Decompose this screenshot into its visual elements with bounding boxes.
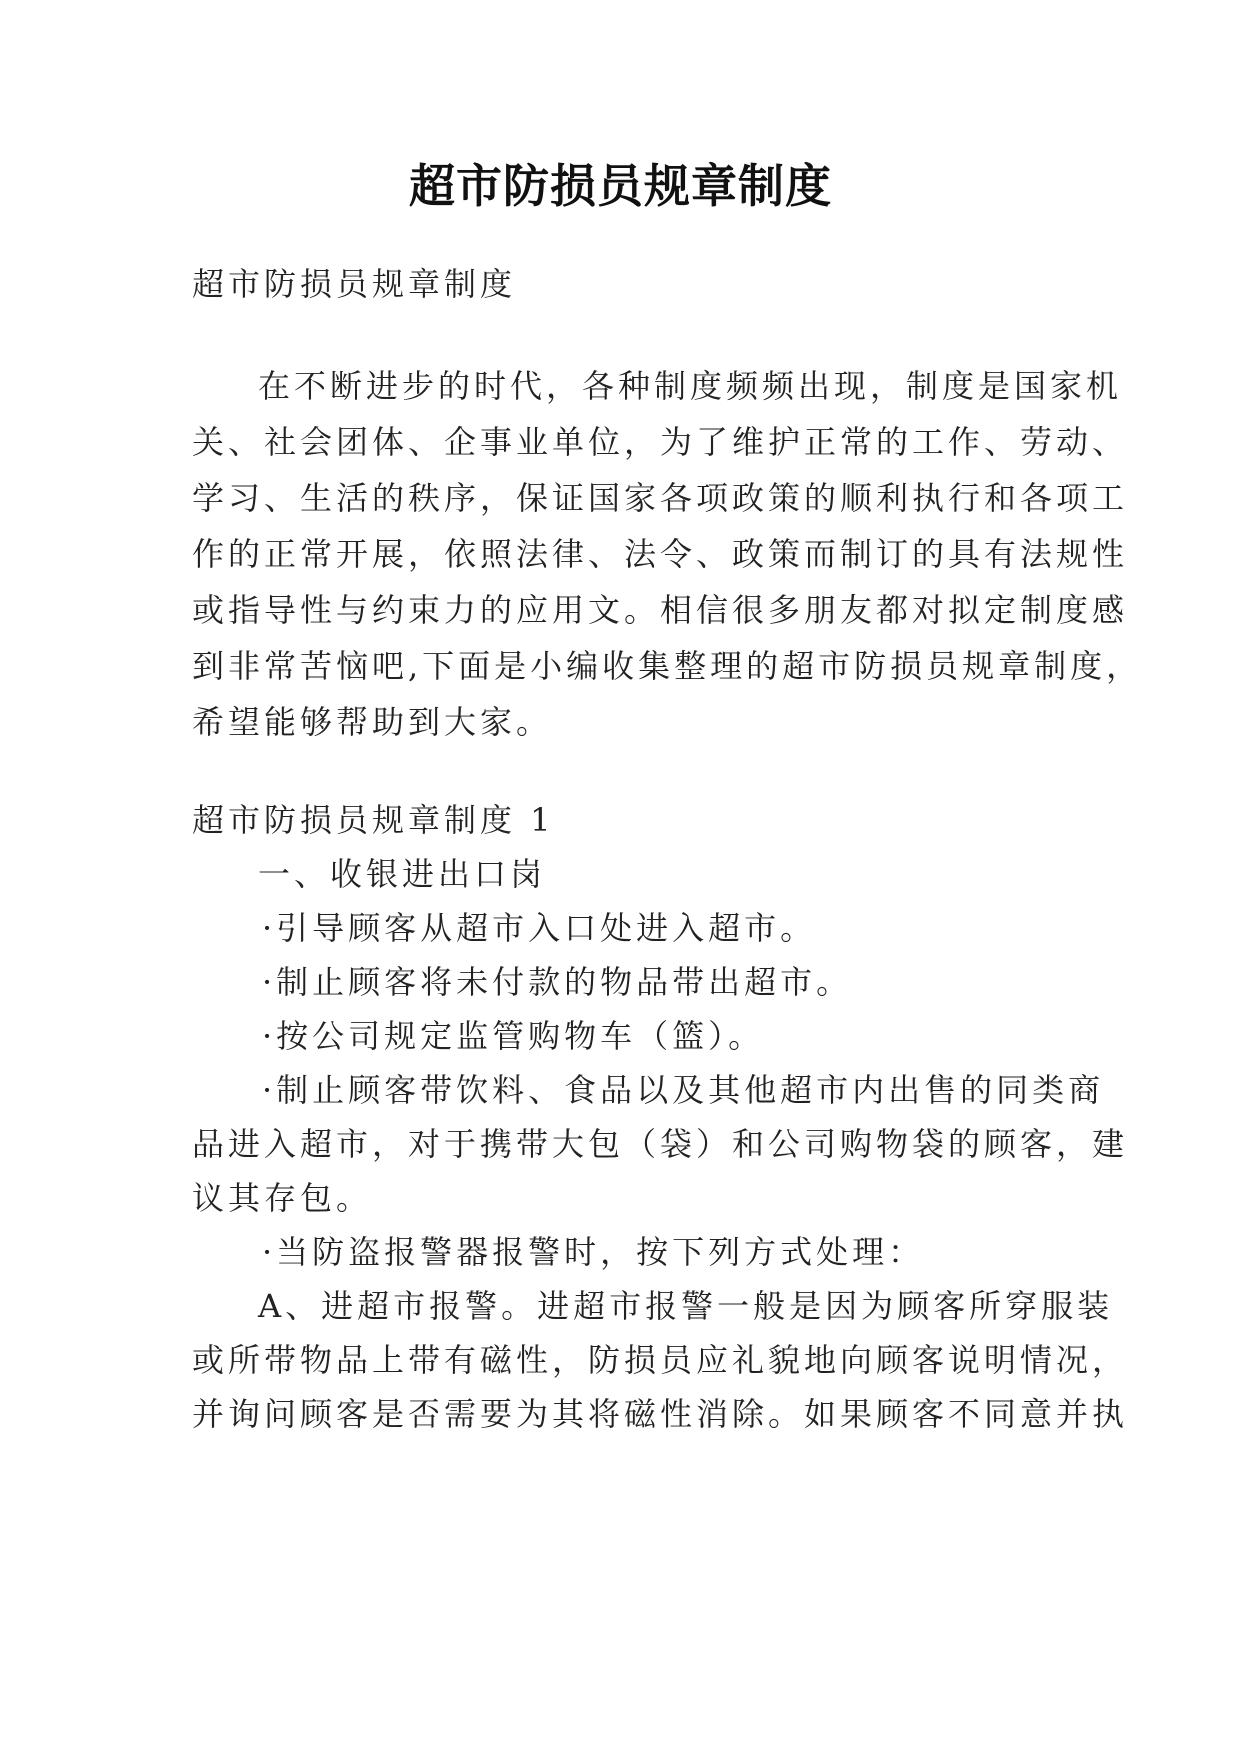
intro-line: 作的正常开展，依照法律、法令、政策而制订的具有法规性 bbox=[192, 535, 1129, 573]
intro-line: 关、社会团体、企事业单位，为了维护正常的工作、劳动、 bbox=[192, 423, 1129, 461]
section-subheading: 一、收银进出口岗 bbox=[258, 855, 547, 893]
bullet-item: ·制止顾客将未付款的物品带出超市。 bbox=[262, 963, 853, 1001]
bullet-item: ·引导顾客从超市入口处进入超市。 bbox=[262, 909, 817, 947]
intro-line: 在不断进步的时代，各种制度频频出现，制度是国家机 bbox=[258, 367, 1123, 405]
intro-line: 希望能够帮助到大家。 bbox=[192, 703, 553, 741]
bullet-item: ·按公司规定监管购物车（篮）。 bbox=[262, 1017, 765, 1055]
section-heading: 超市防损员规章制度 1 bbox=[192, 801, 555, 839]
intro-line: 到非常苦恼吧,下面是小编收集整理的超市防损员规章制度， bbox=[192, 647, 1143, 685]
item-a-line: 并询问顾客是否需要为其将磁性消除。如果顾客不同意并执 bbox=[192, 1395, 1129, 1433]
bullet-item-continuation: 品进入超市，对于携带大包（袋）和公司购物袋的顾客，建 bbox=[192, 1125, 1129, 1163]
bullet-item: ·当防盗报警器报警时，按下列方式处理： bbox=[262, 1233, 925, 1271]
page-title: 超市防损员规章制度 bbox=[409, 159, 832, 213]
bullet-item-continuation: 议其存包。 bbox=[192, 1179, 373, 1217]
bullet-item: ·制止顾客带饮料、食品以及其他超市内出售的同类商 bbox=[262, 1071, 1105, 1109]
item-a-line: 或所带物品上带有磁性，防损员应礼貌地向顾客说明情况， bbox=[192, 1341, 1129, 1379]
document-subtitle: 超市防损员规章制度 bbox=[192, 265, 517, 303]
intro-line: 学习、生活的秩序，保证国家各项政策的顺利执行和各项工 bbox=[192, 479, 1129, 517]
item-a-line: A、进超市报警。进超市报警一般是因为顾客所穿服装 bbox=[258, 1287, 1114, 1325]
intro-line: 或指导性与约束力的应用文。相信很多朋友都对拟定制度感 bbox=[192, 591, 1129, 629]
